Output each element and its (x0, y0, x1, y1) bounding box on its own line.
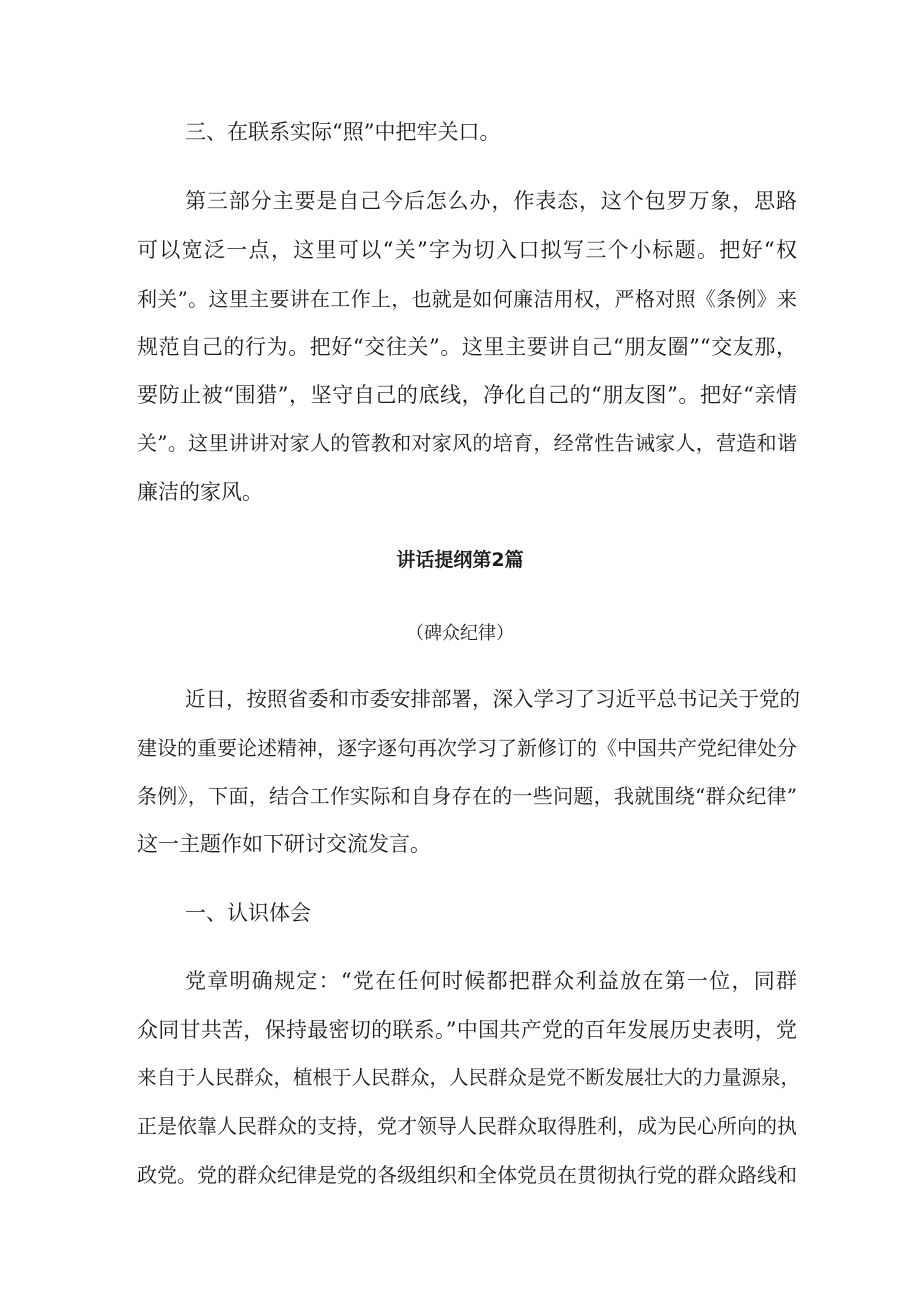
section-line: 正是依靠人民群众的支持，党才领导人民群众取得胜利，成为民心所向的执 (137, 1114, 797, 1138)
section-line: 政党。党的群众纪律是党的各级组织和全体党员在贯彻执行党的群众路线和 (137, 1163, 797, 1187)
section-heading-1: 一、认识体会 (185, 901, 311, 925)
intro-line: 这一主题作如下研讨交流发言。 (137, 832, 431, 856)
section-heading-3: 三、在联系实际“照”中把牢关口。 (185, 120, 501, 144)
paragraph-line: 可以宽泛一点，这里可以“关”字为切入口拟写三个小标题。把好“权 (137, 238, 797, 262)
intro-line: 建设的重要论述精神，逐字逐句再次学习了新修订的《中国共产党纪律处分 (137, 736, 797, 760)
article-subtitle: （碑众纪律） (406, 623, 514, 644)
section-line: 众同甘共苦，保持最密切的联系。”中国共产党的百年发展历史表明，党 (137, 1018, 797, 1042)
paragraph-line: 第三部分主要是自己今后怎么办，作表态，这个包罗万象，思路 (185, 189, 797, 213)
paragraph-line: 关”。这里讲讲对家人的管教和对家风的培育，经常性告诫家人，营造和谐 (137, 431, 797, 455)
intro-line: 条例》，下面，结合工作实际和自身存在的一些问题，我就围绕“群众纪律” (137, 784, 797, 808)
paragraph-line: 要防止被“围猎”，坚守自己的底线，净化自己的“朋友图”。把好“亲情 (137, 383, 797, 407)
section-line: 党章明确规定：“党在任何时候都把群众利益放在第一位，同群 (185, 969, 797, 993)
intro-line: 近日，按照省委和市委安排部署，深入学习了习近平总书记关于党的 (185, 687, 800, 711)
paragraph-line: 利关”。这里主要讲在工作上，也就是如何廉洁用权，严格对照《条例》来 (137, 287, 797, 311)
paragraph-line: 规范自己的行为。把好“交往关”。这里主要讲自己“朋友圈”“交友那， (137, 335, 797, 359)
section-line: 来自于人民群众，植根于人民群众，人民群众是党不断发展壮大的力量源泉， (137, 1066, 801, 1089)
article-title: 讲话提纲第2篇 (396, 549, 524, 571)
paragraph-line: 廉洁的家风。 (137, 480, 263, 504)
